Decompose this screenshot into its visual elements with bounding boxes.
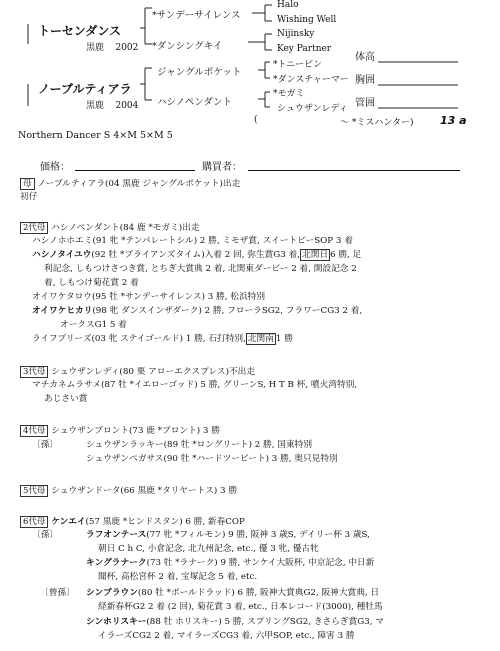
second-dam-line: ハシノペンダント(84 鹿 *モガミ)出走 [51, 223, 200, 233]
dam-line: ノーブルティアラ(04 黒鹿 ジャングルポケット)出走 [37, 179, 241, 189]
dam-section [20, 178, 240, 191]
g3-8: シュウザンレディ [277, 104, 348, 114]
dam-name: ノーブルティアラ [38, 82, 132, 96]
dam-dam: ハシノペンダント [157, 97, 232, 108]
great-grandchild-label: 〔曾孫〕 [40, 588, 75, 598]
dam-sire: ジャングルポケット [157, 67, 242, 78]
sire-dam: *ダンシングキイ [152, 41, 223, 52]
girth-label: 胸囲 [355, 75, 375, 86]
price-label: 価格： [40, 162, 70, 173]
g3-3: Nijinsky [277, 29, 315, 39]
list-item: オイワケタロウ(95 牡 *サンデーサイレンス) 3 勝, 松浜特別 [32, 292, 266, 302]
region-badge: 北関南 [247, 334, 274, 344]
sire-info: 黒鹿 2002 [86, 43, 139, 53]
grandchild-label: 〔孫〕 [32, 440, 59, 450]
list-item: 聞杯, 高松宮杯 2 着, 宝塚記念 5 着, etc. [98, 572, 258, 582]
blank-open: ( [254, 115, 258, 125]
list-item: 経新春杯G2 2 着 (2 回), 菊花賞 3 着, etc., 日本レコード(3000), 種牡馬 [98, 602, 383, 612]
sire-sire: *サンデーサイレンス [152, 10, 241, 21]
g3-6: *ダンスチャーマー [273, 75, 349, 85]
list-item: ライフブリーズ(03 牝 ステイゴールド) 1 勝, 石打特別, 北関南 1 勝 [32, 334, 293, 344]
pedigree-lines [0, 0, 500, 125]
region-badge: 北関日 [302, 250, 329, 260]
fourth-dam-tag: 4代母 [20, 425, 48, 437]
height-label: 体高 [355, 52, 375, 63]
third-dam-line: シュウザンレディ(80 栗 アローエクスプレス)不出走 [51, 367, 256, 377]
list-item: オークスG1 5 着 [60, 320, 127, 330]
list-item: シュウザンペガサス(90 牡 *ハードツービート) 3 勝, 奥只見特別 [86, 454, 338, 464]
fifth-dam-tag: 5代母 [20, 485, 48, 497]
list-item: シンホリスキー(88 牡 ホリスキー) 5 勝, スプリングSG2, きさらぎ賞G3, マ [86, 617, 384, 627]
list-item: シュウザンラッキー(89 牡 *ロングリート) 2 勝, 国東特別 [86, 440, 313, 450]
list-item: キングラナーク(73 牡 *ラナーク) 9 勝, サンケイ大阪杯, 中京記念, 中日新 [86, 558, 375, 568]
second-dam-header [20, 222, 200, 235]
sixth-dam-tag: 6代母 [20, 516, 48, 528]
price-field[interactable] [75, 170, 195, 171]
fourth-dam-header [20, 425, 220, 438]
buyer-label: 購買者： [202, 162, 242, 173]
list-item: ハシノホホエミ(91 牝 *テンパレートシル) 2 勝, ミモザ賞, スイートピーSOP 3 着 [32, 236, 353, 246]
dam-sub: 初仔 [20, 192, 38, 202]
second-dam-tag: 2代母 [20, 222, 48, 234]
sixth-dam-name: ケンエイ [51, 517, 86, 527]
list-item: オイワケヒカリ(98 牝 ダンスインザダーク) 2 勝, フローラSG2, フラワーCG3 2 着, [32, 306, 363, 316]
fifth-dam-line: シュウザンドータ(66 黒鹿 *タリヤートス) 3 勝 [51, 486, 238, 496]
g3-7: *モガミ [273, 89, 305, 99]
sixth-dam-line: (57 黒鹿 *ヒンドスタン) 6 勝, 新春COP [85, 517, 245, 527]
g3-4: Key Partner [277, 44, 332, 54]
list-item: マチカネムラサメ(87 牡 *イエローゴッド) 5 勝, グリーンS, H T B 杯, 噴火湾特別, [32, 380, 358, 390]
list-item: イラーズCG2 2 着, マイラーズCG3 着, 六甲SOP, etc., 障害 3 勝 [98, 631, 355, 641]
grandchild-label: 〔孫〕 [32, 530, 59, 540]
list-item: あじさい賞 [44, 394, 88, 404]
list-item: ラフオンテース(77 牝 *フィルモン) 9 勝, 阪神 3 歳S, デイリー杯 3 歳S, [86, 530, 370, 540]
list-item: 利記念, しもつけさつき賞, とちぎ大賞典 2 着, 北関東ダービー 2 着, 開設記念 2 [44, 264, 357, 274]
list-item: 朝日 C h C, 小倉記念, 北九州記念, etc., 優 3 牝, 優古牝 [98, 544, 319, 554]
g3-5: *トニービン [273, 60, 323, 70]
dam-tag: 母 [20, 178, 35, 190]
fourth-dam-line: シュウザンブロント(73 鹿 *ブロント) 3 勝 [51, 426, 220, 436]
list-item: シンブラウン(80 牡 *ボールドラッド) 6 勝, 阪神大賞典G2, 阪神大賞典, 日 [86, 588, 380, 598]
third-dam-tag: 3代母 [20, 366, 48, 378]
cannon-label: 管囲 [355, 98, 375, 109]
dam-info: 黒鹿 2004 [86, 101, 139, 111]
sire-name: トーセンダンス [38, 24, 122, 38]
third-dam-header [20, 366, 255, 379]
list-item: ハシノタイユウ(92 牡 *ブライアンズタイム)入着 2 回, 弥生賞G3 着, 北関日 6 勝, 足 [32, 250, 362, 260]
g3-2: Wishing Well [277, 15, 337, 25]
buyer-field[interactable] [248, 170, 460, 171]
blank-close: ～ *ミスハンター) [340, 118, 414, 128]
lot-number: 13 a [440, 114, 467, 127]
g3-1: Halo [277, 0, 299, 10]
sixth-dam-header [20, 516, 245, 529]
inbreeding-cross: Northern Dancer S 4×M 5×M 5 [18, 130, 173, 141]
fifth-dam-header [20, 485, 237, 498]
list-item: 着, しもつけ菊花賞 2 着 [44, 278, 139, 288]
